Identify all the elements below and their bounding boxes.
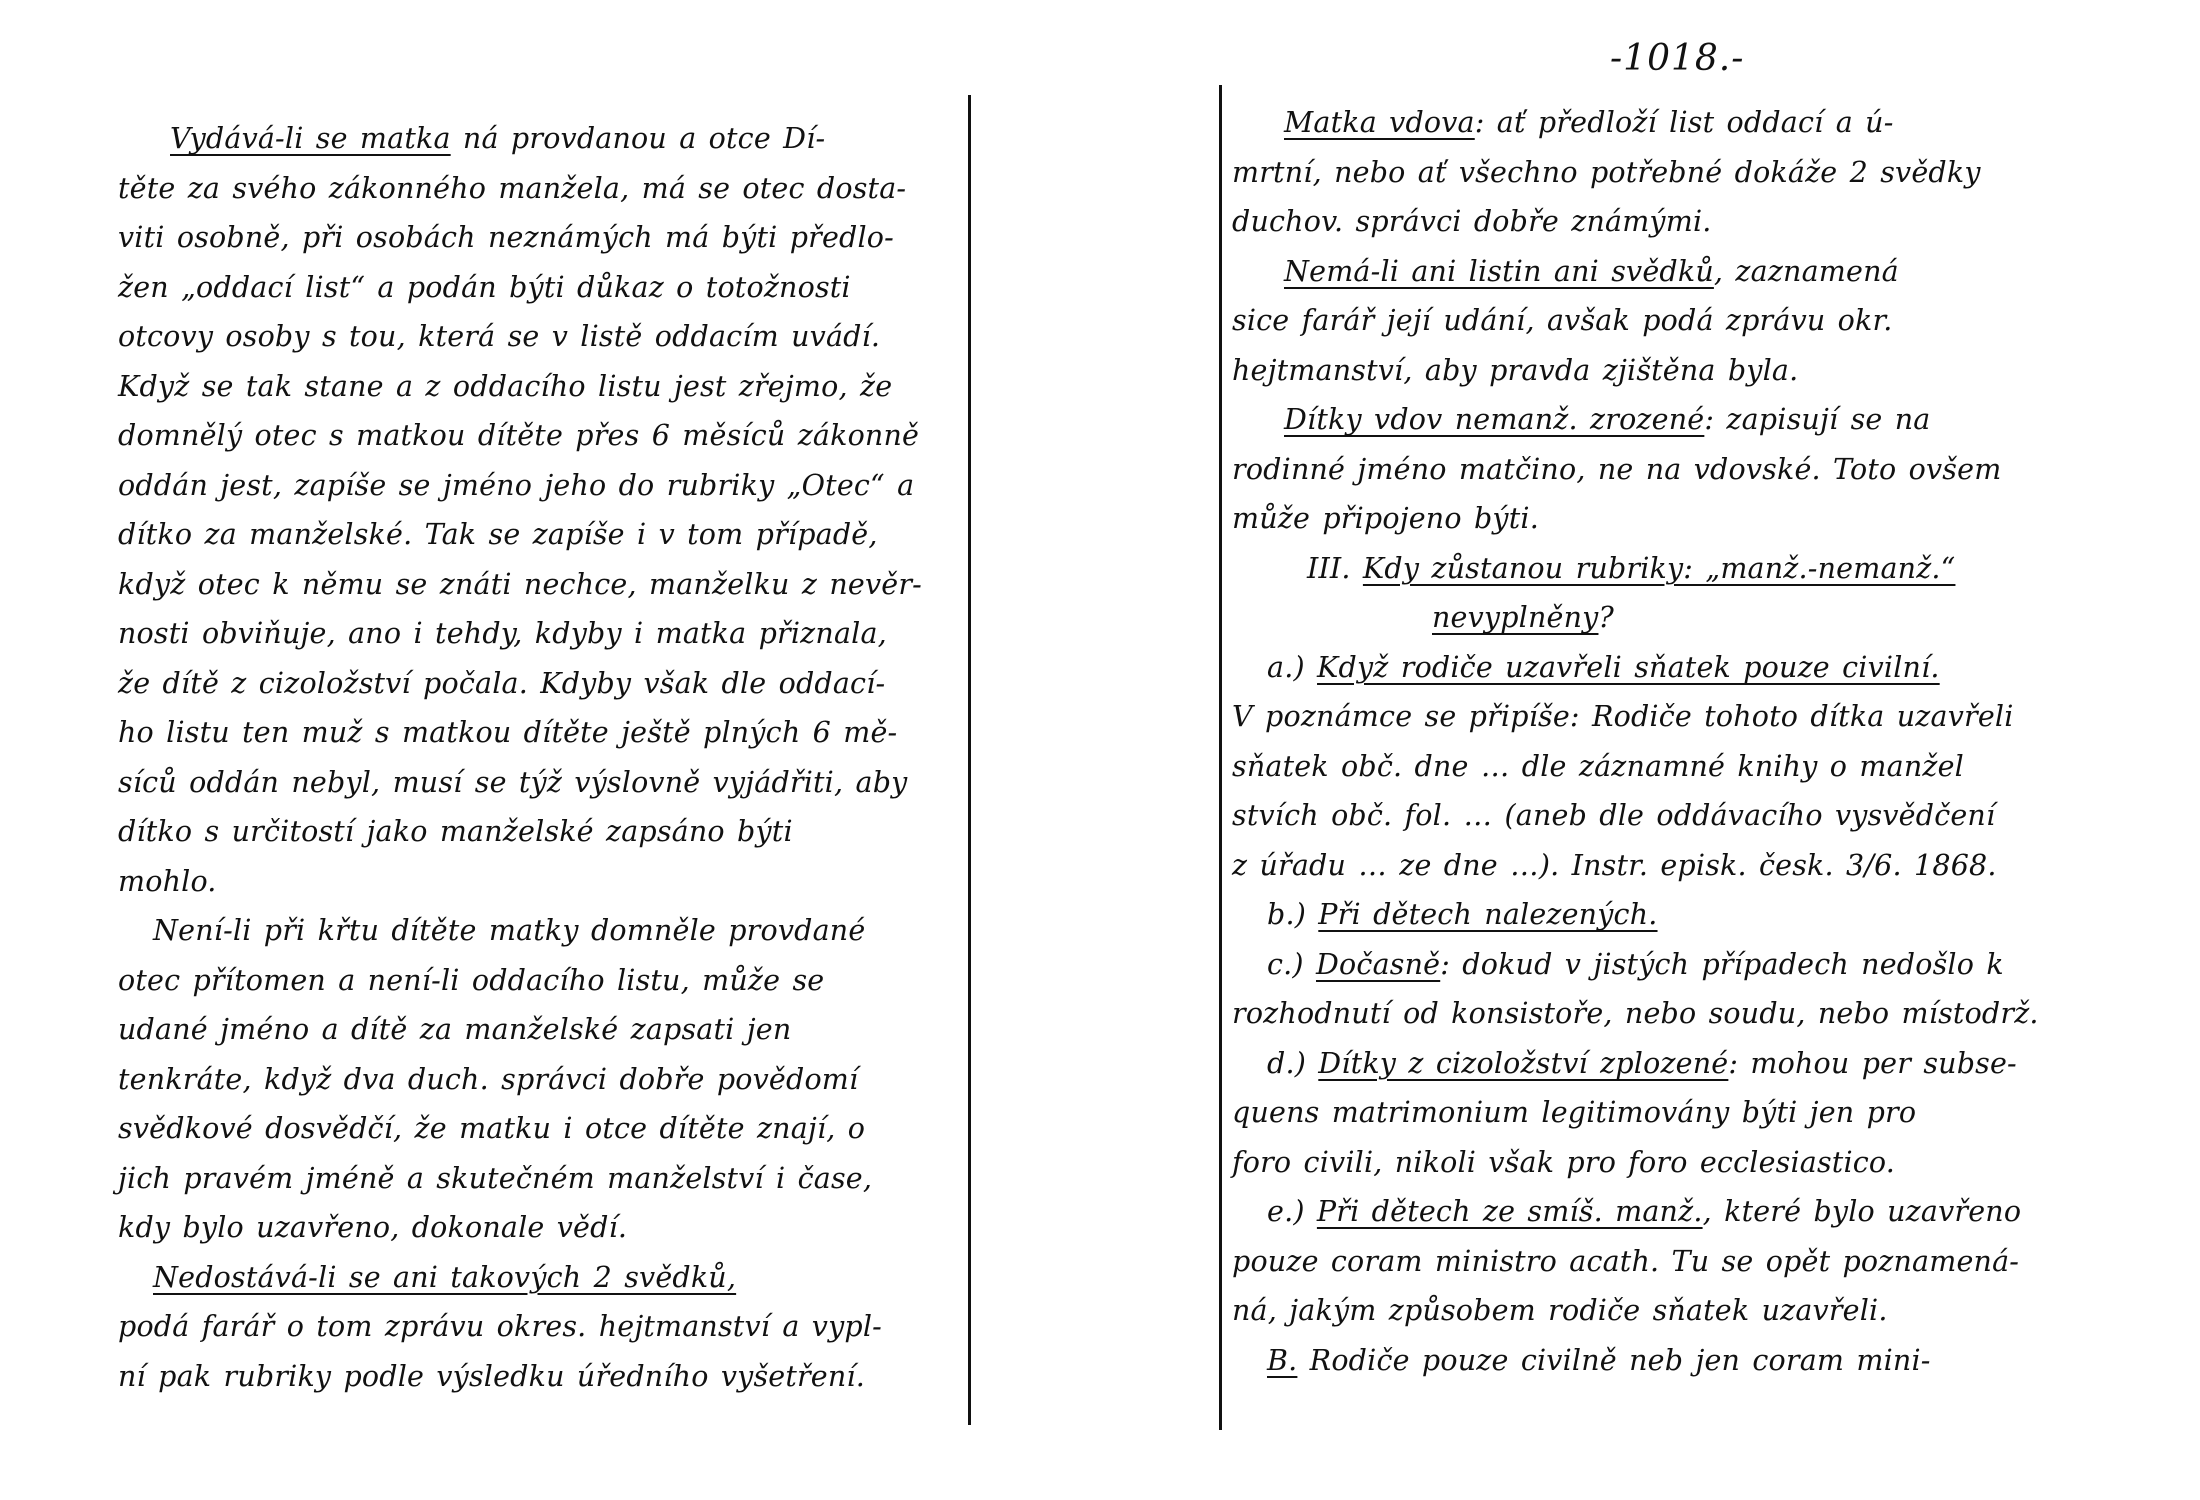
line-text: otcovy osoby s tou, která se v listě oddacím uvádí.	[118, 320, 881, 353]
line-text: quens matrimonium legitimovány býti jen pro	[1232, 1096, 1917, 1129]
line-text: dítko s určitostí jako manželské zapsáno býti	[118, 815, 793, 848]
text-line	[1232, 544, 2092, 594]
text-line	[1232, 1138, 2092, 1188]
line-text: rodinné jméno matčino, ne na vdovské. Toto ovšem	[1232, 452, 2002, 486]
line-text: mrtní, nebo ať všechno potřebné dokáže 2 svědky	[1232, 155, 1981, 189]
line-text: : mohou per subse-	[1728, 1046, 2017, 1080]
line-text: a.)	[1267, 650, 1318, 684]
text-line	[118, 1302, 968, 1352]
line-text: rozhodnutí od konsistoře, nebo soudu, nebo místodrž.	[1232, 997, 2039, 1030]
text-line	[1232, 593, 2092, 643]
text-line	[118, 1154, 968, 1204]
text-line	[1232, 940, 2092, 990]
line-text: c.)	[1267, 947, 1316, 981]
text-line	[1232, 494, 2092, 544]
text-line	[1232, 1088, 2092, 1138]
line-text: když otec k němu se znáti nechce, manželku z nevěr-	[118, 567, 922, 601]
line-text: ní pak rubriky podle výsledku úředního vyšetření.	[118, 1359, 866, 1393]
line-text: : ať předloží list oddací a ú-	[1474, 106, 1894, 139]
line-text: stvích obč. fol. … (aneb dle oddávacího vysvědčení	[1232, 799, 1996, 832]
line-text: d.)	[1267, 1046, 1319, 1080]
text-line	[1232, 346, 2092, 396]
line-text: , které bylo uzavřeno	[1702, 1195, 2022, 1228]
line-text: b.)	[1267, 898, 1319, 931]
text-line	[1232, 1336, 2092, 1386]
line-text: ná provdanou a otce Dí-	[450, 122, 826, 155]
line-text: duchov. správci dobře známými.	[1232, 205, 1712, 238]
page-number: -1018.-	[1610, 38, 1745, 79]
underlined-heading: Vydává-li se matka	[170, 122, 451, 155]
text-line	[118, 1005, 968, 1055]
text-line	[1232, 692, 2092, 742]
text-line	[1232, 989, 2092, 1039]
line-text: sňatek obč. dne … dle záznamné knihy o manžel	[1232, 749, 1964, 783]
left-page-text	[118, 114, 968, 1401]
line-text: udané jméno a dítě za manželské zapsati jen	[118, 1013, 792, 1046]
text-line	[118, 956, 968, 1006]
text-line	[1232, 890, 2092, 940]
text-line	[118, 411, 968, 461]
text-line	[1232, 742, 2092, 792]
text-line	[118, 164, 968, 214]
line-text: Není-li při křtu dítěte matky domněle provdané	[153, 914, 866, 947]
line-text: mohlo.	[118, 864, 217, 898]
line-text: domnělý otec s matkou dítěte přes 6 měsíců zákonně	[118, 419, 920, 452]
line-text: : zapisují se na	[1704, 403, 1931, 436]
text-line	[1232, 1187, 2092, 1237]
text-line	[118, 213, 968, 263]
underlined-heading: B.	[1267, 1343, 1298, 1377]
text-line	[118, 609, 968, 659]
underlined-heading: Dítky z cizoložství zplozené	[1318, 1046, 1729, 1080]
underlined-heading: Matka vdova	[1284, 106, 1475, 139]
text-line	[1232, 445, 2092, 495]
underlined-heading: Při dětech ze smíš. manž.	[1316, 1195, 1703, 1228]
line-text: tenkráte, když dva duch. správci dobře povědomí	[118, 1062, 859, 1096]
line-text: ?	[1598, 601, 1614, 634]
line-text: hejtmanství, aby pravda zjištěna byla.	[1232, 353, 1799, 387]
line-text: , zaznamená	[1713, 254, 1899, 288]
text-line	[118, 857, 968, 907]
text-line	[1232, 395, 2092, 445]
line-text: oddán jest, zapíše se jméno jeho do rubriky „Otec“ a	[118, 468, 915, 502]
line-text: že dítě z cizoložství počala. Kdyby však dle oddací-	[118, 666, 886, 700]
line-text: jich pravém jméně a skutečném manželství i čase,	[118, 1161, 873, 1195]
text-line	[118, 1055, 968, 1105]
line-text: e.)	[1267, 1195, 1317, 1228]
underlined-heading: Nemá-li ani listin ani svědků	[1284, 254, 1714, 288]
line-text: Rodiče pouze civilně neb jen coram mini-	[1297, 1343, 1931, 1377]
line-text: foro civili, nikoli však pro foro ecclesiastico.	[1232, 1145, 1896, 1179]
text-line	[1232, 1286, 2092, 1336]
text-line	[118, 1104, 968, 1154]
line-text: ho listu ten muž s matkou dítěte ještě plných 6 mě-	[118, 716, 898, 749]
text-line	[118, 906, 968, 956]
underlined-heading: Při dětech nalezených.	[1318, 898, 1658, 931]
text-line	[1232, 148, 2092, 198]
text-line	[118, 114, 968, 164]
underlined-heading: Kdy zůstanou rubriky: „manž.-nemanž.“	[1362, 551, 1956, 585]
line-text: V poznámce se připíše: Rodiče tohoto dítka uzavřeli	[1232, 700, 2014, 733]
text-line	[1232, 841, 2092, 891]
line-text: ná, jakým způsobem rodiče sňatek uzavřeli.	[1232, 1294, 1888, 1327]
text-line	[118, 659, 968, 709]
text-line	[1232, 98, 2092, 148]
text-line	[1232, 247, 2092, 297]
text-line	[118, 807, 968, 857]
line-text: svědkové dosvědčí, že matku i otce dítěte znají, o	[118, 1112, 866, 1145]
line-text: může připojeno býti.	[1232, 502, 1539, 535]
underlined-heading: Dítky vdov nemanž. zrozené	[1284, 403, 1705, 436]
text-line	[118, 1203, 968, 1253]
line-text: sice farář její udání, avšak podá zprávu okr.	[1232, 304, 1893, 337]
text-line	[118, 708, 968, 758]
text-line	[1232, 791, 2092, 841]
line-text: žen „oddací list“ a podán býti důkaz o totožnosti	[118, 270, 851, 304]
text-line	[118, 510, 968, 560]
text-line	[1232, 296, 2092, 346]
line-text: z úřadu … ze dne …). Instr. episk. česk. 3/6. 1868.	[1232, 848, 1997, 882]
underlined-heading: Nedostává-li se ani takových 2 svědků,	[153, 1260, 737, 1294]
text-line	[118, 560, 968, 610]
right-page-text	[1232, 98, 2092, 1385]
line-text: podá farář o tom zprávu okres. hejtmanství a vypl-	[118, 1310, 882, 1343]
text-line	[1232, 643, 2092, 693]
text-line	[118, 362, 968, 412]
line-text: : dokud v jistých případech nedošlo k	[1440, 947, 2004, 981]
text-line	[1232, 1237, 2092, 1287]
line-text: pouze coram ministro acath. Tu se opět poznamená-	[1232, 1244, 2020, 1278]
text-line	[118, 263, 968, 313]
line-text: otec přítomen a není-li oddacího listu, může se	[118, 963, 825, 997]
underlined-heading: Když rodiče uzavřeli sňatek pouze civilní.	[1317, 650, 1940, 684]
line-text: síců oddán nebyl, musí se týž výslovně vyjádřiti, aby	[118, 765, 908, 799]
text-line	[118, 758, 968, 808]
underlined-heading: nevyplněny	[1432, 601, 1599, 634]
line-text: dítko za manželské. Tak se zapíše i v tom případě,	[118, 518, 878, 551]
line-text: nosti obviňuje, ano i tehdy, kdyby i matka přiznala,	[118, 617, 887, 650]
text-line	[118, 461, 968, 511]
text-line	[118, 1253, 968, 1303]
text-line	[118, 312, 968, 362]
line-text: Když se tak stane a z oddacího listu jest zřejmo, že	[118, 369, 893, 403]
line-text: III.	[1307, 551, 1363, 585]
underlined-heading: Dočasně	[1316, 947, 1441, 981]
text-line	[118, 1352, 968, 1402]
text-line	[1232, 1039, 2092, 1089]
line-text: těte za svého zákonného manžela, má se otec dosta-	[118, 171, 907, 205]
line-text: kdy bylo uzavřeno, dokonale vědí.	[118, 1211, 628, 1244]
text-line	[1232, 197, 2092, 247]
line-text: viti osobně, při osobách neznámých má býti předlo-	[118, 221, 894, 254]
